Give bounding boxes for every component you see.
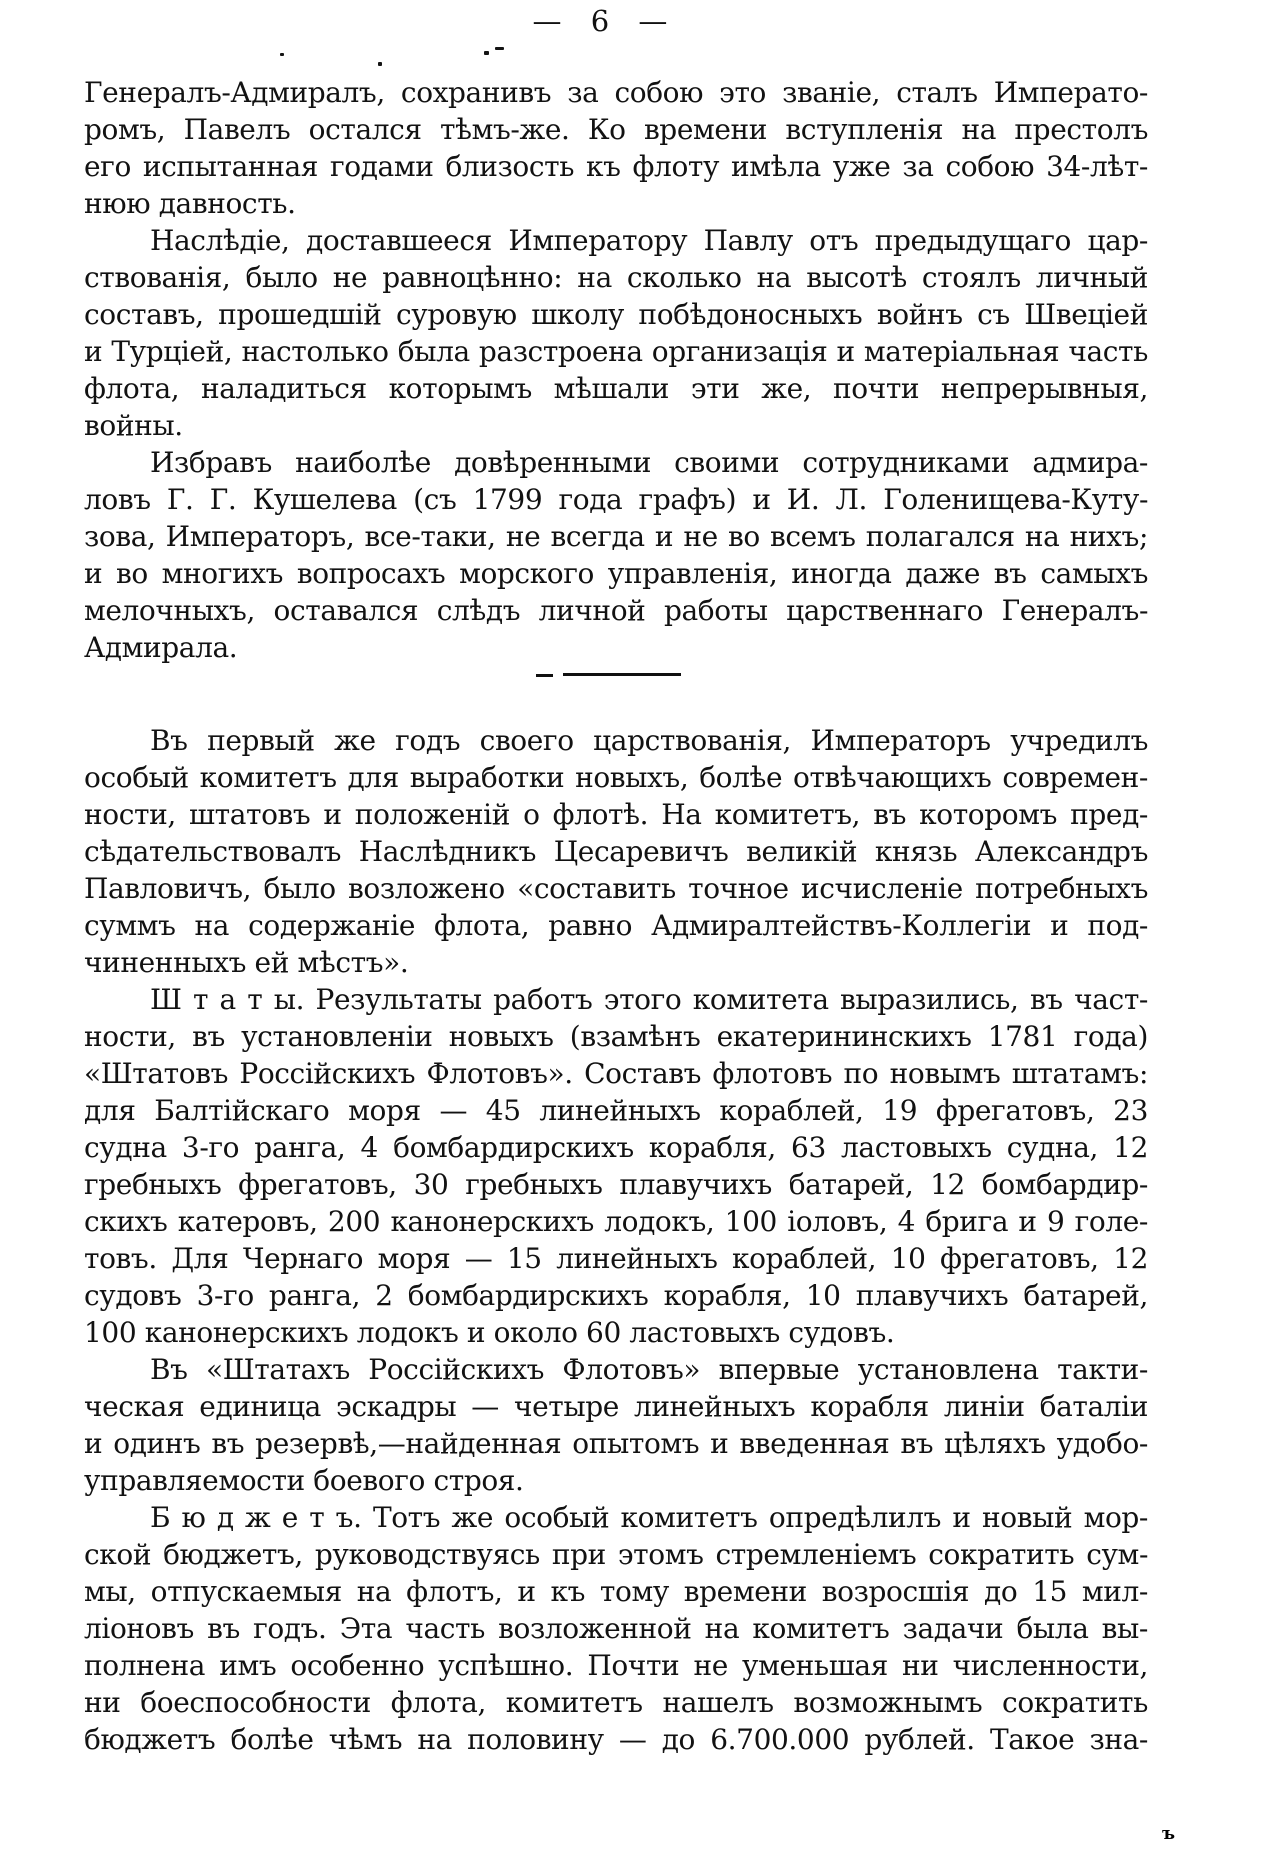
- text-line: Генералъ-Адмиралъ, сохранивъ за собою это званіе, сталъ Императо-: [84, 76, 1148, 109]
- text-line: флота, наладиться которымъ мѣшали эти же, почти непрерывныя,: [84, 372, 1148, 405]
- text-line: Ш т а т ы. Результаты работъ этого комитета выразились, въ част-: [150, 983, 1148, 1016]
- scan-speck: [280, 53, 284, 56]
- scan-speck: [378, 62, 382, 66]
- text-line: нюю давность.: [84, 187, 296, 220]
- paragraph: [84, 222, 1148, 444]
- divider-line: [563, 673, 681, 676]
- paragraph: [84, 74, 1148, 222]
- text-line: и во многихъ вопросахъ морского управленія, иногда даже въ самыхъ: [84, 557, 1148, 590]
- text-block: [84, 74, 1148, 1758]
- paragraph: [84, 722, 1148, 981]
- text-line: бюджетъ болѣе чѣмъ на половину — до 6.700.000 рублей. Такое зна-: [84, 1723, 1148, 1756]
- text-line: «Штатовъ Россійскихъ Флотовъ». Составъ флотовъ по новымъ штатамъ:: [84, 1057, 1148, 1090]
- text-line: Въ первый же годъ своего царствованія, Императоръ учредилъ: [150, 724, 1148, 757]
- text-line: судна 3-го ранга, 4 бомбардирскихъ корабля, 63 ластовыхъ судна, 12: [84, 1131, 1148, 1164]
- text-line: мелочныхъ, оставался слѣдъ личной работы царственнаго Генералъ-: [84, 594, 1148, 627]
- paragraph: [84, 1351, 1148, 1499]
- text-line: войны.: [84, 409, 183, 442]
- text-line: ности, штатовъ и положеній о флотѣ. На комитетъ, въ которомъ пред-: [84, 798, 1148, 831]
- paragraph: [84, 444, 1148, 666]
- text-line: ромъ, Павелъ остался тѣмъ-же. Ко времени вступленія на престолъ: [84, 113, 1148, 146]
- text-line: Избравъ наиболѣе довѣренными своими сотрудниками адмира-: [150, 446, 1148, 479]
- page-number: — 6 —: [532, 4, 668, 38]
- text-line: ни боеспособности флота, комитетъ нашелъ возможнымъ сократить: [84, 1686, 1148, 1719]
- scan-speck: [495, 47, 504, 50]
- text-line: гребныхъ фрегатовъ, 30 гребныхъ плавучихъ батарей, 12 бомбардир-: [84, 1168, 1148, 1201]
- text-line: ствованія, было не равноцѣнно: на сколько на высотѣ стоялъ личный: [84, 261, 1148, 294]
- text-line: Павловичъ, было возложено «составить точное исчисленіе потребныхъ: [84, 872, 1148, 905]
- text-line: и одинъ въ резервѣ,—найденная опытомъ и введенная въ цѣляхъ удобо-: [84, 1427, 1148, 1460]
- text-line: Адмирала.: [84, 631, 238, 664]
- text-line: и Турціей, настолько была разстроена организація и матеріальная часть: [84, 335, 1148, 368]
- text-line: Въ «Штатахъ Россійскихъ Флотовъ» впервые установлена такти-: [150, 1353, 1148, 1386]
- ink-blot: ъ: [1162, 1824, 1176, 1844]
- text-line: полнена имъ особенно успѣшно. Почти не уменьшая ни численности,: [84, 1649, 1148, 1682]
- text-line: его испытанная годами близость къ флоту имѣла уже за собою 34-лѣт-: [84, 150, 1148, 183]
- text-line: Б ю д ж е т ъ. Тотъ же особый комитетъ опредѣлилъ и новый мор-: [150, 1501, 1148, 1534]
- text-line: зова, Императоръ, все-таки, не всегда и не во всемъ полагался на нихъ;: [84, 520, 1148, 553]
- text-line: мы, отпускаемыя на флотъ, и къ тому времени возросшія до 15 мил-: [84, 1575, 1148, 1608]
- text-line: 100 канонерскихъ лодокъ и около 60 ластовыхъ судовъ.: [84, 1316, 895, 1349]
- text-line: сѣдательствовалъ Наслѣдникъ Цесаревичъ великій князь Александръ: [84, 835, 1148, 868]
- text-line: судовъ 3-го ранга, 2 бомбардирскихъ корабля, 10 плавучихъ батарей,: [84, 1279, 1148, 1312]
- scan-speck: [484, 51, 489, 55]
- text-line: составъ, прошедшій суровую школу побѣдоносныхъ войнъ съ Швеціей: [84, 298, 1148, 331]
- text-line: ловъ Г. Г. Кушелева (съ 1799 года графъ) и И. Л. Голенищева-Куту-: [84, 483, 1148, 516]
- text-line: управляемости боевого строя.: [84, 1464, 524, 1497]
- text-line: особый комитетъ для выработки новыхъ, болѣе отвѣчающихъ современ-: [84, 761, 1148, 794]
- text-line: ской бюджетъ, руководствуясь при этомъ стремленіемъ сократить сум-: [84, 1538, 1148, 1571]
- text-line: скихъ катеровъ, 200 канонерскихъ лодокъ, 100 іоловъ, 4 брига и 9 голе-: [84, 1205, 1148, 1238]
- paragraph: [84, 981, 1148, 1351]
- paragraph: [84, 1499, 1148, 1758]
- text-line: ности, въ установленіи новыхъ (взамѣнъ екатерининскихъ 1781 года): [84, 1020, 1148, 1053]
- text-line: чиненныхъ ей мѣстъ».: [84, 946, 409, 979]
- text-line: ліоновъ въ годъ. Эта часть возложенной на комитетъ задачи была вы-: [84, 1612, 1148, 1645]
- text-line: Наслѣдіе, доставшееся Императору Павлу отъ предыдущаго цар-: [150, 224, 1148, 257]
- text-line: для Балтійскаго моря — 45 линейныхъ кораблей, 19 фрегатовъ, 23: [84, 1094, 1148, 1127]
- text-line: суммъ на содержаніе флота, равно Адмиралтействъ-Коллегіи и под-: [84, 909, 1148, 942]
- section-divider: [84, 666, 1148, 722]
- divider-dash: [536, 674, 553, 677]
- text-line: ческая единица эскадры — четыре линейныхъ корабля линіи баталіи: [84, 1390, 1148, 1423]
- text-line: товъ. Для Чернаго моря — 15 линейныхъ кораблей, 10 фрегатовъ, 12: [84, 1242, 1148, 1275]
